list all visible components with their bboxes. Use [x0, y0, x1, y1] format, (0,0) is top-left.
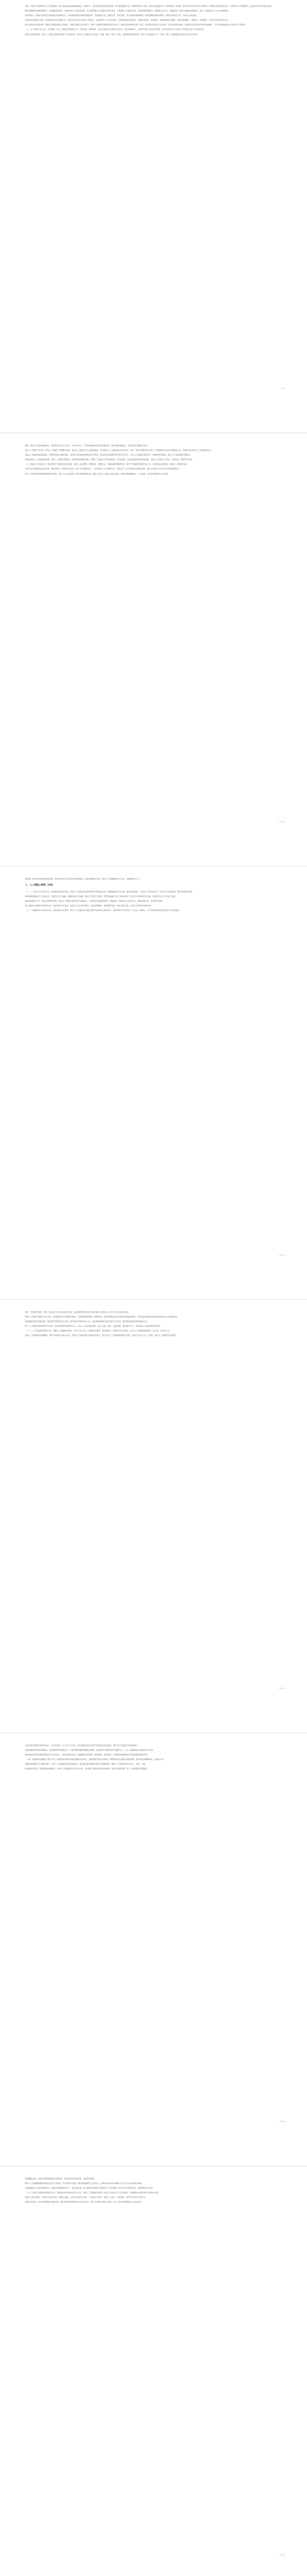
- paragraph: 加强智能教育基础设施建设，推进校园网络提速扩容，完善智能终端和智慧教室配置，建设教育专网和教育大数据中心，为人工智能教育应用提供坚实支撑。: [25, 1749, 155, 1752]
- paragraph: 加强老年教育、社区教育和职业技能培训，推动优质教育资源向社会开放共享，提升全民数字素养与技能，助力人的全面发展和社会全面进步。: [25, 2201, 143, 2204]
- paragraph: 体制，推动产学研用深度融合，加快构建以企业为主体、市场为导向、产学研深度融合的技术创新体系，提升原始创新能力，加快突破关键核心技术。: [25, 445, 149, 447]
- paragraph: （十三）人工智能素养提升行动。加强人工智能科普教育，在中小学开设人工智能相关课程，推动高校人工智能学科专业建设，培养人工智能领域创新型、复合型、应用型人才。: [25, 1330, 172, 1332]
- paragraph: 构建覆盖全面、结构合理的智能教育支撑体系，推动教育高质量发展，建设教育强国。: [25, 2178, 96, 2180]
- page-number: — 13 —: [278, 2120, 286, 2123]
- document-page: [0, 1733, 307, 2166]
- paragraph: 支持企业开展智能化技术改造，建设智能工厂和数字化车间，推广应用智能装备、工业软件和工业互联网平台，推动生产方式变革和商业模式创新，提升企业核心竞争力和可持续发展能力。: [25, 468, 181, 470]
- paragraph: 推动教育领域人工智能标准体系建设，开展人工智能教育应用试点示范，总结推广典型经验和优秀案例，形成可复制可推广的人工智能教育发展模式。: [25, 1768, 149, 1770]
- paragraph: （八）百千科技兴业行动。支持建设一批人工智能开放创新平台，支持高校、科研院所、龙头企业联合共建重点实验室，推动基础研究、应用研究和产业化协同发展，加快形成具有自主知识产权的核心技术与标准体系。: [25, 28, 205, 31]
- paragraph: 整合城镇教育资源统筹提升，构建覆盖城乡统一协调的基本公共服务体系，扎实推进基本公共服务均等化建设，不断提升公共服务质量，完善基础设施建设，增强数字化水平，积极推进产业链与创新链深度融合，提升公共服务能力与社会治理效能。: [25, 10, 230, 12]
- paragraph: （十四）智能教育治理能力提升行动。推进教育治理体系和治理能力现代化，建设教育决策支持系统，加强教育运行监测与风险预警，提升教育治理精细化、智能化水平。: [25, 1758, 166, 1761]
- paragraph: 统筹各类创新资源，推动人工智能关键技术研发与产业化应用，推动人工智能技术在制造、交通、能源、医疗、教育、金融等领域深度应用，提升产业智能化水平，培育一批人工智能创新应用先导区和示范项目。: [25, 33, 200, 36]
- paragraph: 利用智能技术推动教育资源共享与协同育人，促进家校社协同，构建覆盖学前教育、基础教育、职业教育、高等教育和继续教育的智能教育服务体系。: [25, 1754, 149, 1756]
- section-heading: 二、人工智能+教育（5项）: [25, 884, 55, 887]
- paragraph: （十五）终身学习服务体系建设行动。建设面向全民的终身学习平台，利用人工智能技术提供个性化学习推荐与学习支持服务，构建服务全民终身学习的教育体系。: [25, 2192, 160, 2194]
- paragraph: 基于智能学习系统开展学情分析，推动教学方式变革，促进线上线下融合教学，推进智慧校园、智慧课堂建设，构建互联互通、开放共享的教育资源体系。: [25, 905, 153, 907]
- paragraph: 利用人工智能辅助教师开展作业设计与批改、学业诊断与反馈，减轻教师重复性工作负担，让教师有更多时间和精力关注学生成长和教学创新。: [25, 2182, 143, 2185]
- paragraph: 建设智能教学平台，整合优质教育资源，推动人工智能与课堂教学深度融合，支持教师开展智能备课、智能授课、智能作业与智能评价，减轻教师负担，提升教学效能。: [25, 900, 164, 903]
- paragraph: 加快构建人工智能与实体经济深度融合的创新生态，推动数据要素市场化配置改革，完善数据产权、流通交易、收益分配、安全治理等基础制度，促进数据资源高效利用，提高全要素生产率，培育壮大新动能。: [25, 14, 198, 17]
- document-page: [0, 867, 307, 1300]
- paragraph: 健全完善技术创新体系，强化企业科技创新主体地位，加强关键核心技术攻关，提升产业链供应链韧性和安全水平，推动科技成果转化和产业化，加快建设现代化产业体系，夯实实体经济根基，促进数字经济和实体经济深度融合，打造具有国际竞争力的数字产业集群。: [25, 24, 247, 26]
- document-page: [0, 2166, 307, 2576]
- paragraph: 建设人工智能教育实践基地，推动产教融合与校企合作，开展人工智能竞赛与创新实践活动，提升全民人工智能素养和数字技能，营造全社会学习人工智能、应用人工智能的良好氛围。: [25, 1334, 177, 1337]
- document-page: [0, 0, 307, 433]
- paragraph: （十二）智能教育评价改革行动。深化教育评价改革，利用人工智能技术开展过程性评价和综合素质评价，推动教育评价科学化、多元化、精准化，引导学校和教师更加注重学生全面发展。: [25, 909, 181, 912]
- page-number: — 9 —: [279, 387, 286, 389]
- page-number: — 10 —: [278, 820, 286, 823]
- paragraph: 深化教育领域综合改革，推进教育数字化战略行动，建设全民终身学习的学习型社会，促进教育公平与质量提升。围绕高质量发展需求，统筹职业教育、高等教育、继续教育协同创新，推进职普融通、产教融合、科教融汇，优化职业教育类型定位。: [25, 19, 230, 22]
- paragraph: 加强人工智能基础设施建设，统筹布局算力基础设施，推动算力资源高效调度和共享利用，建设高质量数据集和开源开放平台，夯实人工智能发展的算力、数据和算法基础，提升人工智能基础支撑能力。: [25, 454, 192, 456]
- paragraph: 构建智能化教育管理体系，推进教育治理数字化转型，提升教育决策科学化水平，推动教育数据互联互通与共享应用，提升教育管理效率和服务水平。: [25, 1320, 149, 1323]
- paragraph: （十一）个性化学习支持行动。推进教育数字化转型，探索人工智能技术在教育教学中的创新应用，构建智能化学习环境，推动因材施教、个性化学习和终身学习，助力学生全面发展，提升教育教学质量。: [25, 891, 195, 893]
- paragraph: 新领域，强化高质量发展的新动能，推动数字经济与实体经济深度融合，加快建设数字中国，推动人工智能赋能千行百业，发展新质生产力。: [25, 878, 142, 880]
- paragraph: 推进学分银行建设，推动学习成果认证、积累与转换，支持社会成员多样化、个性化学习需求，建设人人皆学、处处能学、时时可学的学习型社会。: [25, 2196, 148, 2199]
- paragraph: 教学，开展教学资源、教学方式和学习方式的智能化变革，推动课堂教学从知识传授向能力培养转变，助力学生核心素养发展。: [25, 1311, 131, 1313]
- paragraph: 加强教育数据安全与隐私保护，完善人工智能教育应用伦理规范，建立健全教育数据分级分类管理制度，确保人工智能教育应用安全、规范、可控。: [25, 1763, 148, 1766]
- paragraph: 利用人工智能开展师生交互分析，构建教师专业发展数字画像，支持教师精准教研、精准培训，推动教师队伍数字素养和智能素养提升，培养适应智能时代需要的高素质专业化教师队伍。: [25, 1316, 179, 1318]
- paragraph: 利用数据挖掘和学习分析技术，构建学生学习画像，精准诊断学习问题，推送个性化学习资源，提供智能辅导与学习路径规划，提升学习效率和学习体验，促进学生自主学习能力发展。: [25, 895, 177, 898]
- paragraph: 实验过程中精准化的教学设计，打造沉浸式、交互式学习体验，推动虚拟仿真实验教学和智能实验室建设，提升学生实践能力和创新能力。: [25, 1744, 140, 1747]
- document-page: [0, 433, 307, 867]
- page-number: — 11 —: [278, 1253, 286, 1256]
- paragraph: 基于人工智能的教育资源共享机制，推动优质教育资源向农村、边远、欠发达地区倾斜，缩小区域、城乡、校际差距，促进教育公平，推动基本公共教育服务均等化。: [25, 1325, 163, 1328]
- paragraph: 构建完善的人工智能治理体系，健全人工智能法律法规、伦理规范和政策体系，加强人工智能安全评估和监管，防范化解人工智能发展带来的风险挑战，促进人工智能安全可控、可靠可信、健康有序发展。: [25, 459, 195, 461]
- paragraph: 优化人工智能产业布局，推进人工智能产业集聚区建设，推动人工智能与各行业深度融合，支持建设人工智能创新应用先导区，培育一批具有国际竞争力的人工智能领军企业和专精特新企业，构建开放协同的人工智能创新生态。: [25, 449, 213, 452]
- page-number: — 14 —: [278, 2553, 286, 2556]
- paragraph: （九）智能产业升级行动。推动传统产业智能化改造升级，加快工业互联网、智能制造、智慧农业、智能物流等领域发展，提升产业链供应链现代化水平，推动制造业高端化、智能化、绿色化发展。: [25, 463, 189, 466]
- paragraph: 基于产业链全流程数据资源的整合利用，推动产业协同发展，提升资源配置效率，促进产业链上下游企业协同创新，加快构建数据驱动、平台赋能、开放协同的现代产业体系。: [25, 472, 170, 475]
- document-page: [0, 1300, 307, 1733]
- page-number: — 12 —: [278, 1687, 286, 1689]
- paragraph: 优化，分级分类管理校本生产业相配套，推动金融科技金融设施建设。在线医疗，深化医疗服务结构性改革，综合教育服务开发。系统部署医疗业务，推进全国远程医疗一体化管理，形成新一代医疗相关的数字医疗新格局，加快数字医院建设运营，有效带动生产要素转化，促进实体经济高质量发展。: [25, 5, 273, 7]
- paragraph: 开展智能技术支持的教研活动，建设区域智能教研平台，推动跨区域、跨学校的协同教研与资源共享，提升教研工作的针对性和实效性，促进教师专业成长。: [25, 2187, 155, 2190]
